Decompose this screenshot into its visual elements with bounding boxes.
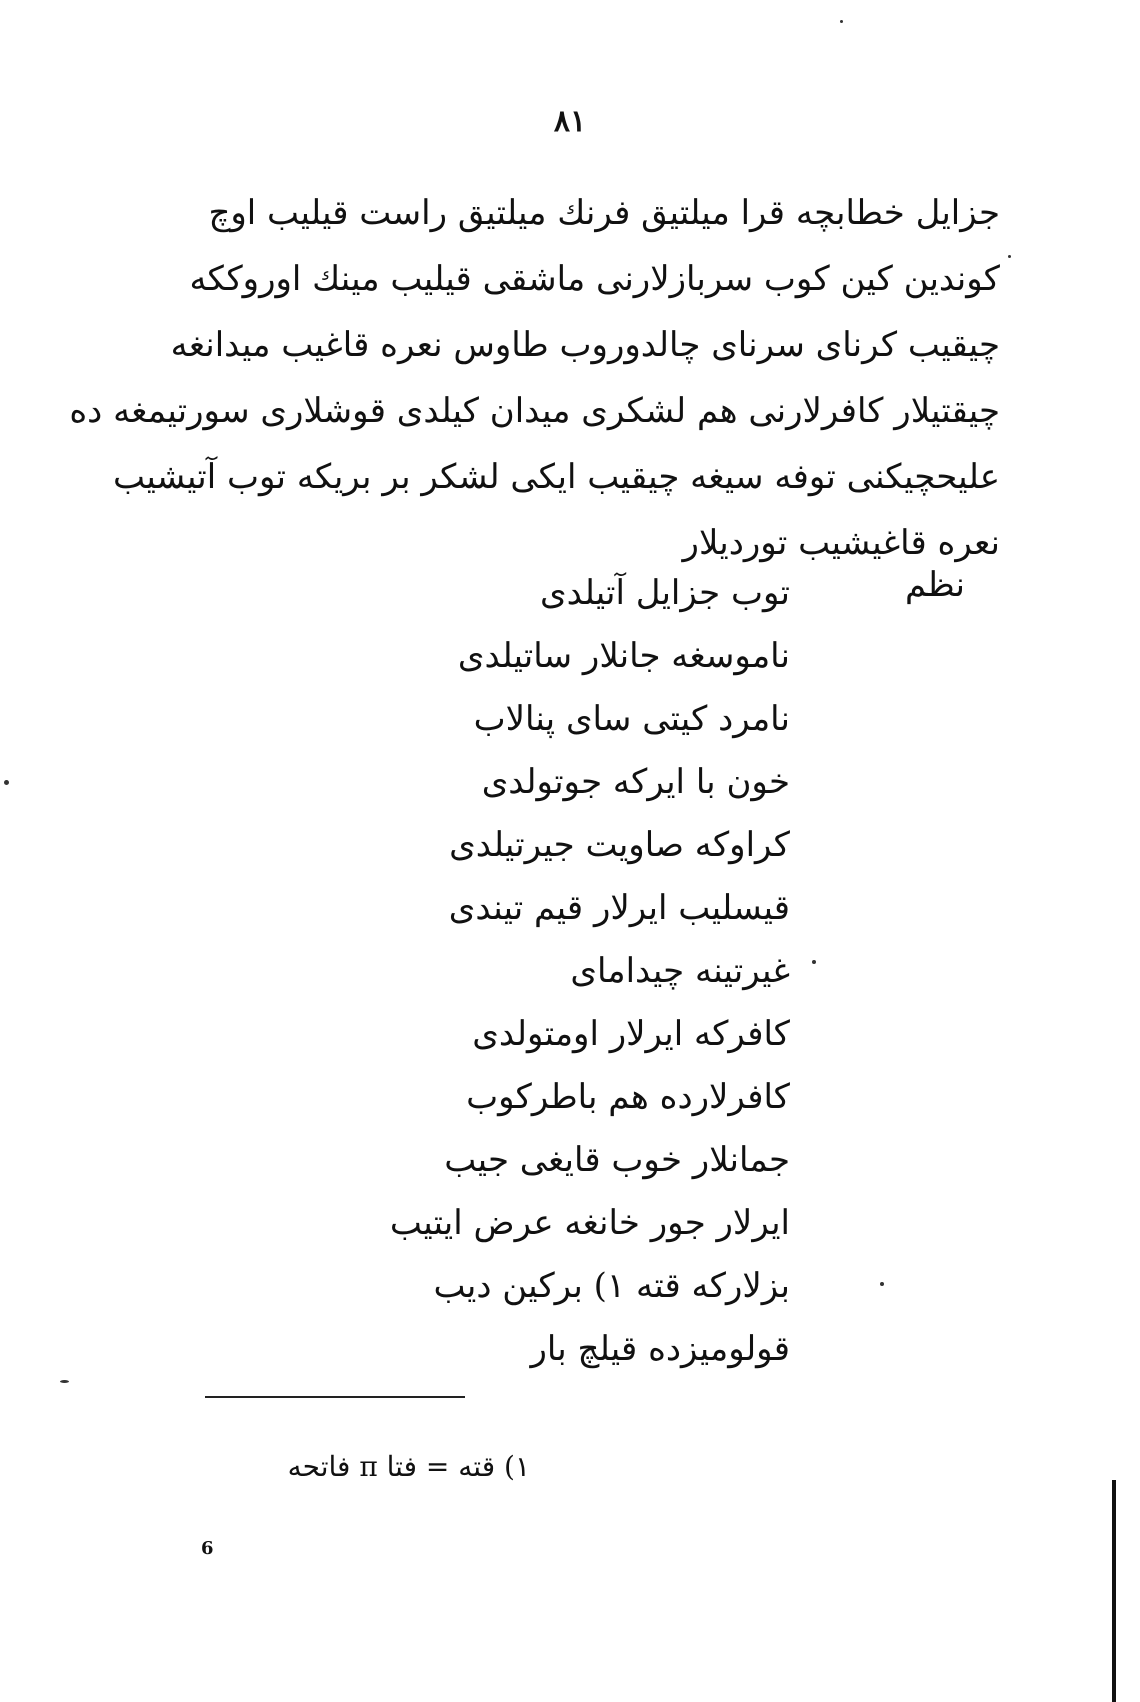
prose-paragraph [69,180,1000,576]
verse-line: ایرلار جور خانغه عرض ایتیب [389,1203,790,1243]
verse-line: بزلارکه قته ۱) برکین دیب [433,1266,790,1306]
signature-mark: 6 [201,1538,214,1559]
speck [4,780,9,785]
footnote-separator [205,1396,465,1398]
prose-line: علیحچیکنی توفه سیغه چیقیب ایکی لشکر بر بریکه توب آتیشیب [113,457,1000,497]
speck [812,960,816,964]
speck [60,1380,69,1383]
verse-line: غیرتینه چیدامای [570,951,790,991]
poem-heading: نظم [905,565,965,605]
poem-verses [380,562,790,1381]
footnote: ۱) قته = فتا π فاتحه [287,1450,530,1483]
speck [840,20,843,23]
verse-line: خون با ایرکه جوتولدی [481,762,790,802]
verse-line: کافرکه ایرلار اومتولدی [472,1014,790,1054]
speck [880,1282,884,1286]
verse-line: قیسلیب ایرلار قیم تیندی [448,888,790,928]
page-number: ۸۱ [553,104,587,139]
verse-line: کراوکه صاویت جیرتیلدی [449,825,790,865]
verse-line: کافرلارده هم باطرکوب [466,1077,790,1117]
verse-line: توب جزایل آتیلدی [540,573,790,613]
prose-line: کوندین کین کوب سربازلارنی ماشقی قیلیب مینك اوروککه [189,259,1000,299]
page-edge-shadow [1112,1480,1116,1702]
prose-line: نعره قاغیشیب توردیلار [682,523,1000,563]
prose-line: جزایل خطابچه قرا میلتیق فرنك میلتیق راست قیلیب اوچ [208,193,1000,233]
verse-line: نامرد کیتی سای پنالاب [473,699,790,739]
speck [1008,255,1011,258]
verse-line: ناموسغه جانلار ساتیلدی [457,636,790,676]
prose-line: چیقیب کرنای سرنای چالدوروب طاوس نعره قاغیب میدانغه [170,325,1000,365]
verse-line: قولومیزده قیلچ بار [530,1329,790,1369]
verse-line: جمانلار خوب قایغی جیب [444,1140,790,1180]
prose-line: چیقتیلار کافرلارنی هم لشکری میدان کیلدی قوشلاری سورتیمغه ده [69,391,1000,431]
